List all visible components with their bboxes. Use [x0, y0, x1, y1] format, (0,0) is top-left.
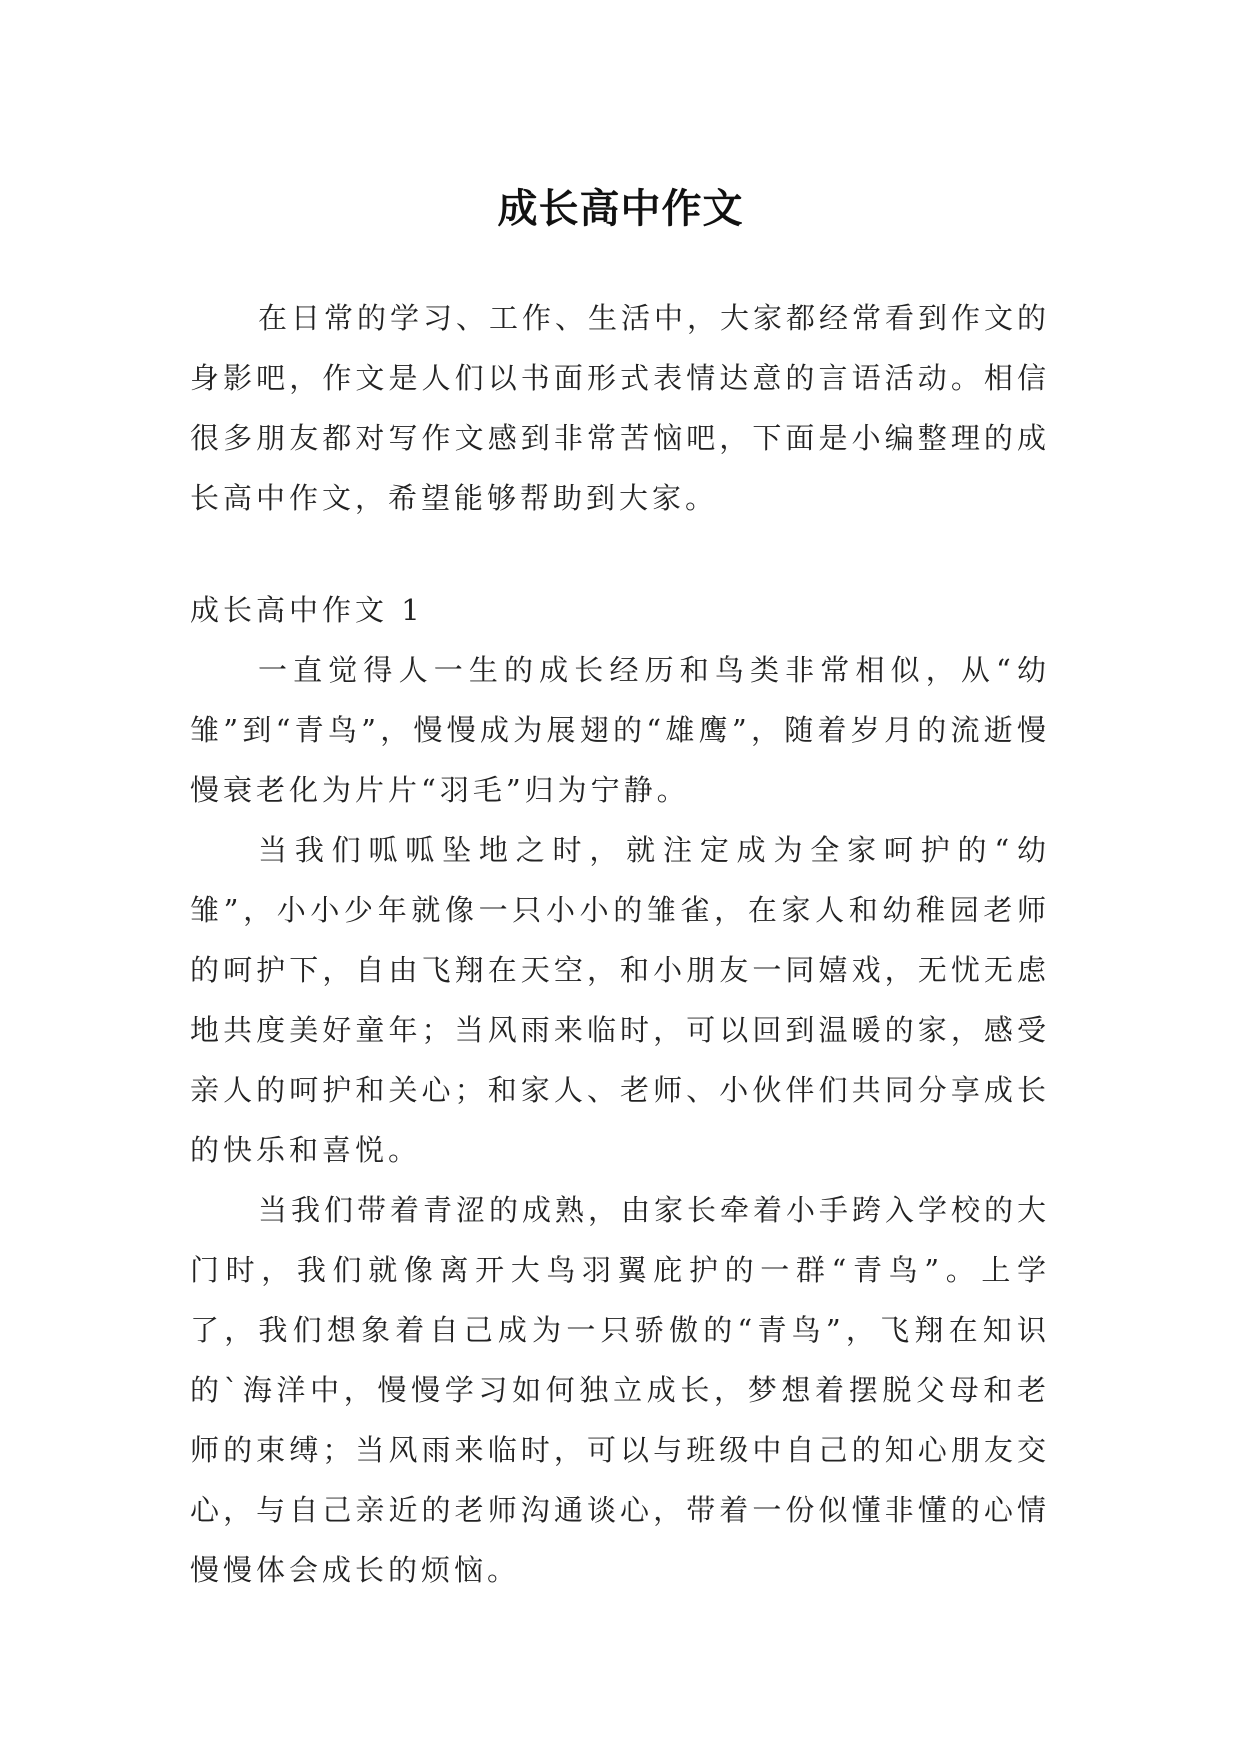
section-heading: 成长高中作文 1 [190, 593, 424, 627]
body-paragraph: 当我们带着青涩的成熟，由家长牵着小手跨入学校的大门时，我们就像离开大鸟羽翼庇护的一群“青鸟”。上学了，我们想象着自己成为一只骄傲的“青鸟”，飞翔在知识的`海洋中，慢慢学习如何独立成长，梦想着摆脱父母和老师的束缚；当风雨来临时，可以与班级中自己的知心朋友交心，与自己亲近的老师沟通谈心，带着一份似懂非懂的心情慢慢体会成长的烦恼。 [190, 1193, 1051, 1587]
document-title: 成长高中作文 [497, 184, 744, 232]
body-paragraph: 一直觉得人一生的成长经历和鸟类非常相似，从“幼雏”到“青鸟”，慢慢成为展翅的“雄鹰”，随着岁月的流逝慢慢衰老化为片片“羽毛”归为宁静。 [190, 653, 1050, 807]
intro-paragraph: 在日常的学习、工作、生活中，大家都经常看到作文的身影吧，作文是人们以书面形式表情达意的言语活动。相信很多朋友都对写作文感到非常苦恼吧，下面是小编整理的成长高中作文，希望能够帮助到大家。 [190, 301, 1051, 515]
body-paragraph: 当我们呱呱坠地之时，就注定成为全家呵护的“幼雏”，小小少年就像一只小小的雏雀，在家人和幼稚园老师的呵护下，自由飞翔在天空，和小朋友一同嬉戏，无忧无虑地共度美好童年；当风雨来临时，可以回到温暖的家，感受亲人的呵护和关心；和家人、老师、小伙伴们共同分享成长的快乐和喜悦。 [190, 833, 1050, 1167]
